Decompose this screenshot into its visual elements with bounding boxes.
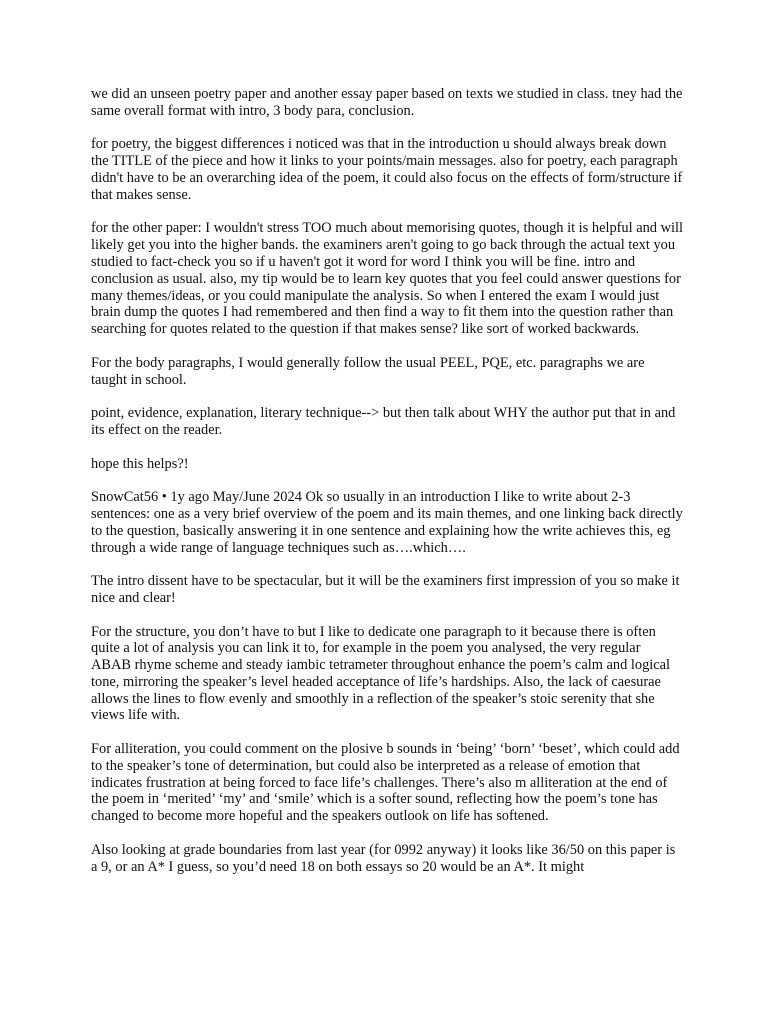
paragraph-grade-boundaries: Also looking at grade boundaries from last year (for 0992 anyway) it looks like 36/50 on this paper is a 9, or an A* I guess, so you’d need 18 on both essays so 20 would be an A*. It might: [91, 841, 676, 875]
paragraph-reply-intro: SnowCat56 • 1y ago May/June 2024 Ok so usually in an introduction I like to write about 2-3 sentences: one as a very brief overview of the poem and its main themes, and one linking back directly to the question, basically answering it in one sentence and explaining how the write achieves this, eg through a wide range of language techniques such as….which….: [91, 489, 683, 556]
paragraph-poetry-differences: for poetry, the biggest differences i noticed was that in the introduction u should always break down the TITLE of the piece and how it links to your points/main messages. also for poetry, each paragraph didn't have to be an overarching idea of the poem, it could also focus on the effects of form/structure if that makes sense.: [91, 136, 683, 203]
paragraph-other-paper: for the other paper: I wouldn't stress TOO much about memorising quotes, though it is helpful and will likely get you into the higher bands. the examiners aren't going to go back through the actual text you studied to fact-check you so if u haven't got it word for word I think you will be fine. intro and conclusion as usual. also, my tip would be to learn key quotes that you feel could answer questions for many themes/ideas, or you could manipulate the analysis. So when I entered the exam I would just brain dump the quotes I had remembered and then find a way to fit them into the question rather than searching for quotes related to the question if that makes sense? like sort of worked backwards.: [91, 220, 683, 338]
paragraph-intro-advice: The intro dissent have to be spectacular, but it will be the examiners first impression of you so make it nice and clear!: [91, 573, 680, 606]
paragraph-alliteration: For alliteration, you could comment on the plosive b sounds in ‘being’ ‘born’ ‘beset’, which could add to the speaker’s tone of determination, but could also be interpreted as a release of emotion that indicates frustration at being forced to face life’s challenges. There’s also m alliteration at the end of the poem in ‘merited’ ‘my’ and ‘smile’ which is a softer sound, reflecting how the poem’s tone has changed to become more hopeful and the speakers outlook on life has softened.: [91, 741, 680, 825]
paragraph-structure-analysis: For the structure, you don’t have to but I like to dedicate one paragraph to it because there is often quite a lot of analysis you can link it to, for example in the poem you analysed, the very regular ABAB rhyme scheme and steady iambic tetrameter throughout enhance the poem’s calm and logical tone, mirroring the speaker’s level headed acceptance of life’s hardships. Also, the lack of caesurae allows the lines to flow evenly and smoothly in a reflection of the speaker’s stoic serenity that she views life with.: [91, 623, 671, 724]
paragraph-body-structure: For the body paragraphs, I would generally follow the usual PEEL, PQE, etc. paragraphs we are taught in school.: [91, 354, 645, 388]
paragraph-exam-format: we did an unseen poetry paper and another essay paper based on texts we studied in class. tney had the same overall format with intro, 3 body para, conclusion.: [91, 86, 683, 119]
paragraph-peel-explanation: point, evidence, explanation, literary technique--> but then talk about WHY the author put that in and its effect on the reader.: [91, 405, 676, 438]
paragraph-sign-off: hope this helps?!: [91, 455, 189, 472]
document-body: [91, 86, 683, 875]
